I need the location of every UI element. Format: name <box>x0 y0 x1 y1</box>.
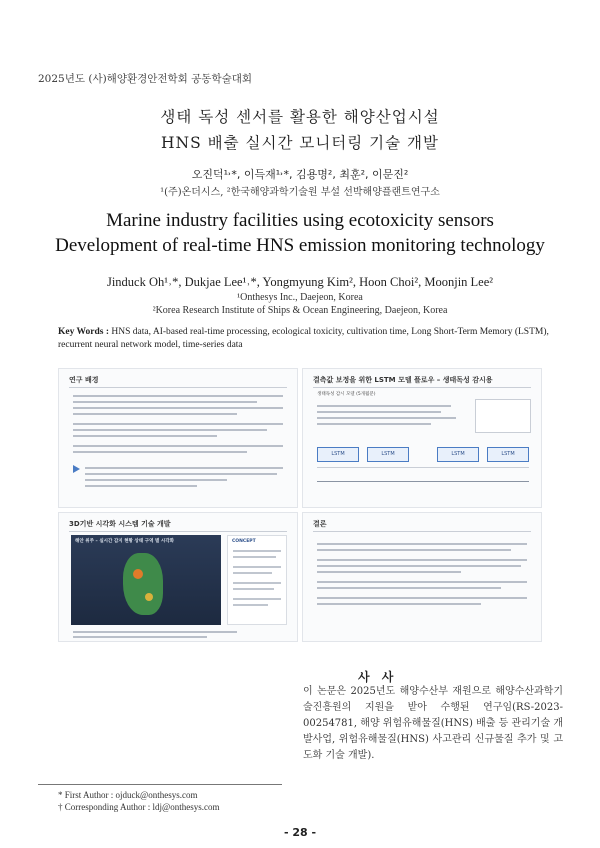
panel-title-system: 3D기반 시각화 시스템 기술 개발 <box>69 520 171 528</box>
korean-authors: 오진덕¹˒*, 이득재¹˒*, 김용명², 최훈², 이문진² <box>191 168 409 181</box>
text-line <box>317 543 527 545</box>
english-title-line1: Marine industry facilities using ecotoxicity sensors <box>106 210 494 231</box>
poster-panel-system <box>58 512 298 642</box>
text-line <box>317 411 441 413</box>
panel-title-background: 연구 배경 <box>69 376 99 384</box>
panel-title-conclusion: 결론 <box>313 520 327 528</box>
panel-divider <box>69 387 287 388</box>
text-line <box>317 405 451 407</box>
english-authors: Jinduck Oh¹˒*, Dukjae Lee¹˒*, Yongmyung Kim², Hoon Choi², Moonjin Lee² <box>106 275 494 289</box>
lstm-cell: LSTM <box>487 447 529 462</box>
text-line <box>317 587 501 589</box>
lstm-subtitle: 생태독성 감시 모델 (5개월분) <box>317 392 376 397</box>
english-title-line2: Development of real-time HNS emission monitoring technology <box>55 235 545 256</box>
text-line <box>85 485 197 487</box>
poster-panel-background <box>58 368 298 508</box>
page-number: - 28 - <box>283 826 317 839</box>
text-line <box>233 598 281 600</box>
text-line <box>73 407 283 409</box>
text-line <box>233 604 268 606</box>
text-line <box>73 636 207 638</box>
text-line <box>73 401 257 403</box>
keywords-text: HNS data, AI-based real-time processing, ecological toxicity, cultivation time, Long Short-Term Memory (LSTM), recurrent neural network model, time-series data <box>58 327 549 350</box>
acknowledgement-heading: 사 사 <box>358 670 398 684</box>
text-line <box>317 603 481 605</box>
text-line <box>85 473 277 475</box>
footnote-first-author: * First Author : ojduck@onthesys.com <box>58 790 198 800</box>
time-axis <box>317 481 529 482</box>
map-banner: 해안 위주 – 실시간 감지 현황 상태 구역 별 시각화 <box>75 539 174 544</box>
connector-line <box>317 467 529 468</box>
text-line <box>73 429 267 431</box>
text-line <box>233 566 281 568</box>
text-line <box>85 479 227 481</box>
text-line <box>73 435 217 437</box>
korean-title-line2: HNS 배출 실시간 모니터링 기술 개발 <box>161 134 439 152</box>
text-line <box>317 571 461 573</box>
english-affiliation-2: ²Korea Research Institute of Ships & Ocean Engineering, Daejeon, Korea <box>152 305 448 316</box>
hotspot-marker <box>145 593 153 601</box>
keywords-label: Key Words : <box>58 327 110 337</box>
acknowledgement-body: 이 논문은 2025년도 해양수산부 재원으로 해양수산과학기술진흥원의 지원을 받아 수행된 연구임(RS-2023-00254781, 해양 위험유해물질(HNS) 배출 등 관리기술 개발사업, 위험유해물질(HNS) 사고관리 신규물질 추가 및 고도화 기술 개발). <box>303 686 563 761</box>
panel-divider <box>69 531 287 532</box>
footnote-corresponding-author: † Corresponding Author : ldj@onthesys.com <box>58 802 220 812</box>
text-line <box>317 417 456 419</box>
text-line <box>233 550 281 552</box>
lstm-cell: LSTM <box>367 447 409 462</box>
panel-divider <box>313 387 531 388</box>
concept-label: CONCEPT <box>232 539 256 544</box>
poster-panel-lstm <box>302 368 542 508</box>
panel-title-lstm: 결측값 보정을 위한 LSTM 모델 플로우 – 생태독성 감시용 <box>313 376 493 384</box>
korea-map-shape <box>123 553 163 615</box>
conference-header: 2025년도 (사)해양환경안전학회 공동학술대회 <box>38 73 253 85</box>
text-line <box>317 559 527 561</box>
text-line <box>317 597 527 599</box>
arrow-icon <box>73 465 80 473</box>
text-line <box>73 631 237 633</box>
text-line <box>73 423 283 425</box>
concept-box <box>227 535 287 625</box>
footnote-rule <box>38 784 282 785</box>
keywords <box>58 326 558 352</box>
text-line <box>317 565 521 567</box>
map-visualization <box>71 535 221 625</box>
english-affiliation-1: ¹Onthesys Inc., Daejeon, Korea <box>237 292 363 303</box>
text-line <box>317 549 511 551</box>
text-line <box>317 423 431 425</box>
lstm-cell: LSTM <box>317 447 359 462</box>
text-line <box>73 413 237 415</box>
lstm-cell-diagram <box>475 399 531 433</box>
text-line <box>233 556 276 558</box>
text-line <box>73 451 247 453</box>
text-line <box>317 581 527 583</box>
text-line <box>85 467 283 469</box>
text-line <box>233 572 272 574</box>
korean-affiliations: ¹(주)온더시스, ²한국해양과학기술원 부설 선박해양플랜트연구소 <box>160 187 440 198</box>
hotspot-marker <box>133 569 143 579</box>
poster-panel-conclusion <box>302 512 542 642</box>
text-line <box>73 445 283 447</box>
korean-title-line1: 생태 독성 센서를 활용한 해양산업시설 <box>160 108 440 126</box>
text-line <box>73 395 283 397</box>
text-line <box>233 582 281 584</box>
panel-divider <box>313 531 531 532</box>
lstm-cell: LSTM <box>437 447 479 462</box>
text-line <box>233 588 274 590</box>
